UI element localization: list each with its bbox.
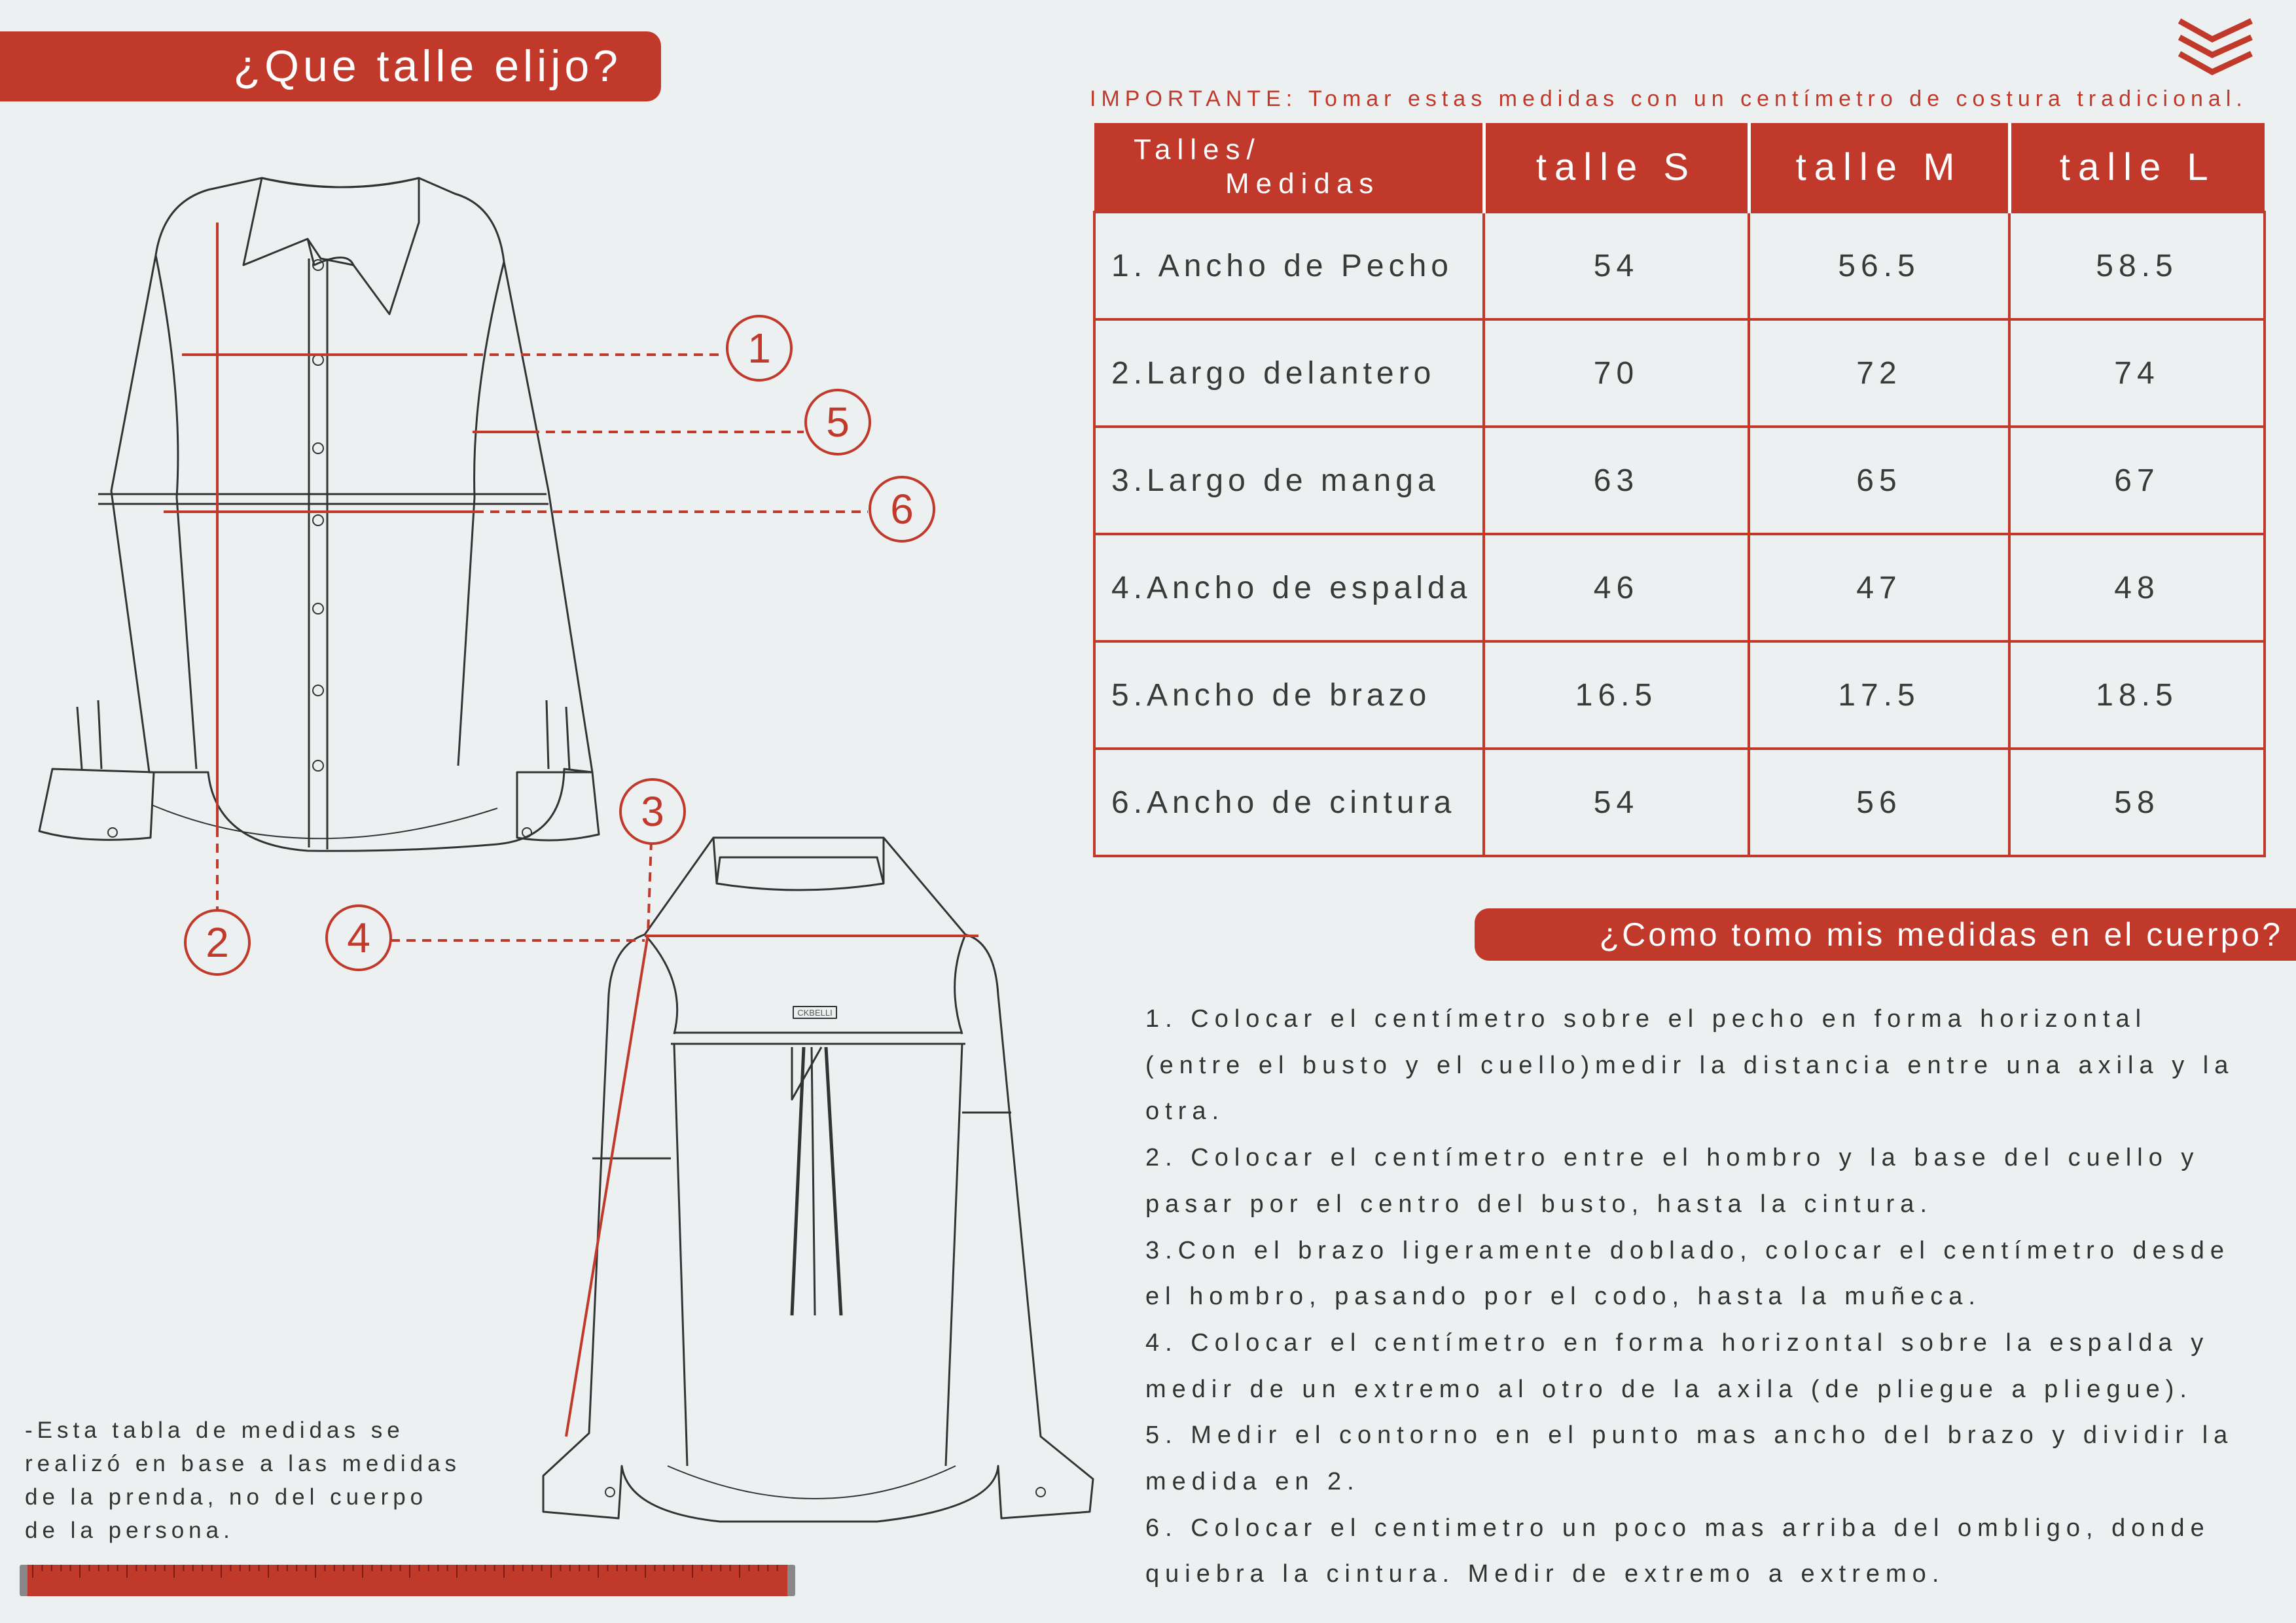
value-cell: 56.5 xyxy=(1749,212,2009,319)
footnote-line: de la persona. xyxy=(25,1518,234,1543)
shirt-illustrations xyxy=(0,0,1113,1623)
page-title: ¿Que talle elijo? xyxy=(233,41,622,91)
value-cell: 47 xyxy=(1749,534,2009,641)
table-row xyxy=(1094,427,2265,534)
marker-5: 5 xyxy=(826,399,850,446)
value-cell: 56 xyxy=(1749,749,2009,856)
value-cell: 58.5 xyxy=(2009,212,2265,319)
table-row xyxy=(1094,534,2265,641)
value-cell: 67 xyxy=(2009,427,2265,534)
marker-1: 1 xyxy=(747,325,771,372)
marker-6: 6 xyxy=(890,486,914,533)
corner-line-1: Talles/ xyxy=(1134,134,1261,166)
brand-logo-icon xyxy=(2173,14,2258,80)
measure-label: 3.Largo de manga xyxy=(1094,427,1484,534)
size-header-l: talle L xyxy=(2009,123,2265,212)
instruction-item: 5. Medir el contorno en el punto mas ancho del brazo y dividir la medida en 2. xyxy=(1145,1421,2234,1496)
value-cell: 54 xyxy=(1484,212,1749,319)
back-shirt-drawing xyxy=(543,838,1093,1522)
measure-label: 2.Largo delantero xyxy=(1094,319,1484,427)
measure-label: 1. Ancho de Pecho xyxy=(1094,212,1484,319)
size-table-header xyxy=(1094,123,2265,212)
instruction-item: 3.Con el brazo ligeramente doblado, colocar el centímetro desde el hombro, pasando por el codo, hasta la muñeca. xyxy=(1145,1236,2230,1311)
important-note: IMPORTANTE: Tomar estas medidas con un centímetro de costura tradicional. xyxy=(1090,86,2248,111)
instruction-item: 2. Colocar el centímetro entre el hombro y la base del cuello y pasar por el centro del busto, hasta la cintura. xyxy=(1145,1144,2200,1218)
size-table xyxy=(1093,123,2266,857)
value-cell: 46 xyxy=(1484,534,1749,641)
value-cell: 58 xyxy=(2009,749,2265,856)
instruction-item: 4. Colocar el centímetro en forma horizontal sobre la espalda y medir de un extremo al otro de la axila (de pliegue a pliegue). xyxy=(1145,1329,2210,1403)
measure-label: 5.Ancho de brazo xyxy=(1094,641,1484,749)
table-row xyxy=(1094,749,2265,856)
measure-line-back-width xyxy=(391,936,978,940)
instructions-list xyxy=(1145,996,2251,1597)
measure-line-sleeve xyxy=(566,841,651,1436)
footnote-line: -Esta tabla de medidas se xyxy=(25,1418,404,1443)
table-row xyxy=(1094,319,2265,427)
instruction-item: 6. Colocar el centimetro un poco mas arriba del ombligo, donde quiebra la cintura. Medir de extremo a extremo. xyxy=(1145,1514,2210,1588)
value-cell: 48 xyxy=(2009,534,2265,641)
table-row xyxy=(1094,212,2265,319)
size-header-s: talle S xyxy=(1484,123,1749,212)
value-cell: 70 xyxy=(1484,319,1749,427)
measure-label: 6.Ancho de cintura xyxy=(1094,749,1484,856)
value-cell: 16.5 xyxy=(1484,641,1749,749)
marker-3: 3 xyxy=(641,788,664,835)
value-cell: 74 xyxy=(2009,319,2265,427)
marker-2: 2 xyxy=(206,919,229,966)
measure-label: 4.Ancho de espalda xyxy=(1094,534,1484,641)
footnote-line: de la prenda, no del cuerpo xyxy=(25,1484,428,1510)
value-cell: 54 xyxy=(1484,749,1749,856)
corner-line-2: Medidas xyxy=(1225,168,1380,200)
value-cell: 65 xyxy=(1749,427,2009,534)
how-to-measure-title: ¿Como tomo mis medidas en el cuerpo? xyxy=(1599,916,2283,953)
instruction-item: 1. Colocar el centímetro sobre el pecho en forma horizontal (entre el busto y el cuello)medir la distancia entre una axila y la otra. xyxy=(1145,1005,2234,1126)
table-row xyxy=(1094,641,2265,749)
value-cell: 17.5 xyxy=(1749,641,2009,749)
how-to-measure-banner xyxy=(1475,908,2296,961)
size-header-m: talle M xyxy=(1749,123,2009,212)
value-cell: 18.5 xyxy=(2009,641,2265,749)
value-cell: 72 xyxy=(1749,319,2009,427)
brand-label: CKBELLI xyxy=(797,1008,833,1018)
footnote-line: realizó en base a las medidas xyxy=(25,1451,461,1476)
table-corner-header xyxy=(1094,123,1484,212)
value-cell: 63 xyxy=(1484,427,1749,534)
marker-4: 4 xyxy=(347,914,370,961)
